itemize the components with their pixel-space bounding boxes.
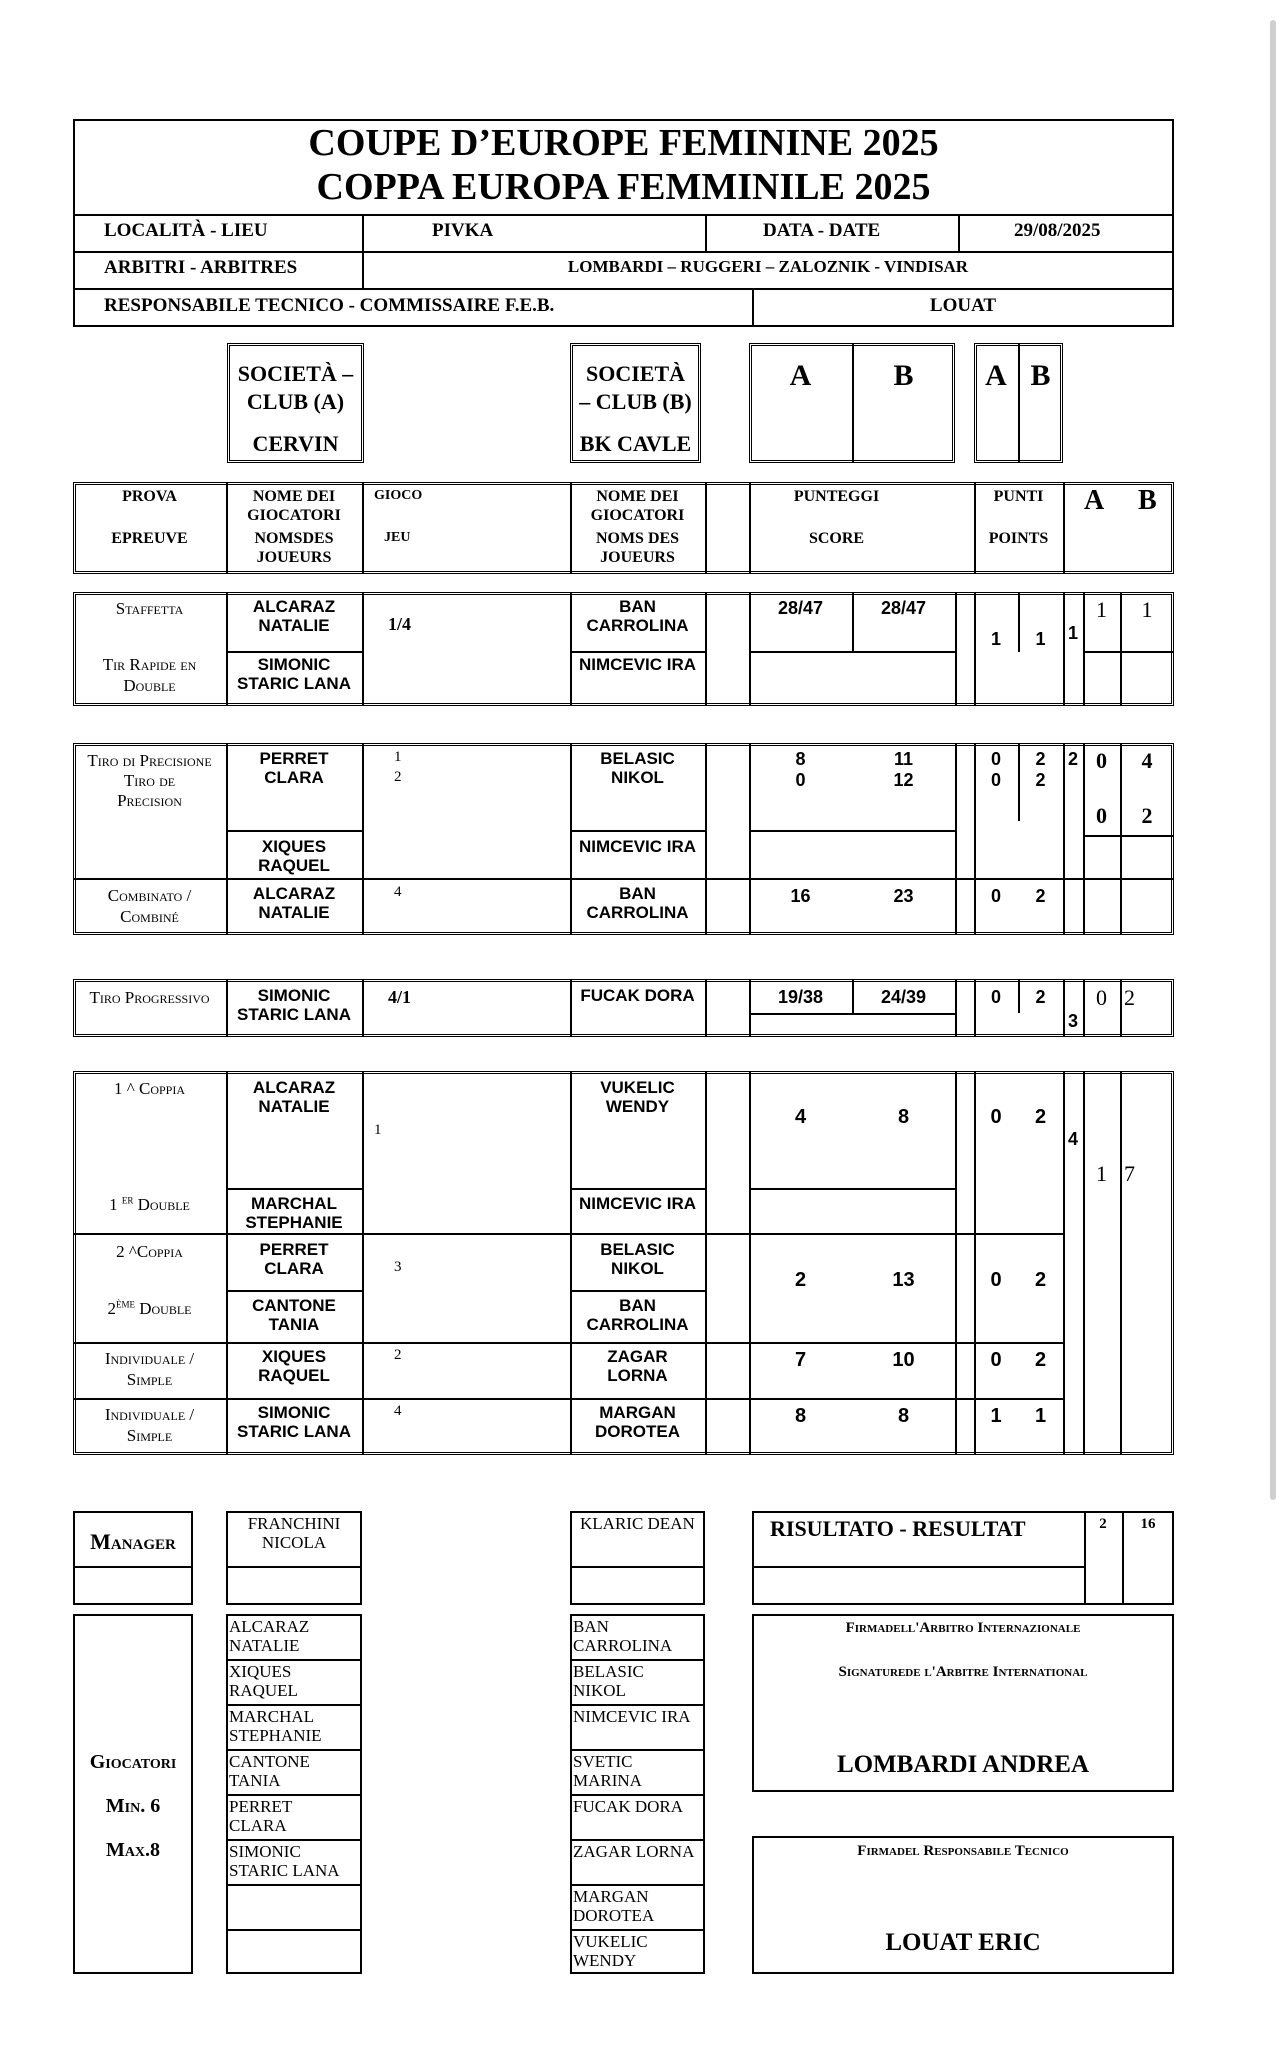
giocatori-max: Max.8 bbox=[105, 1839, 161, 1861]
player-a-5-line1: SIMONIC bbox=[229, 1842, 301, 1861]
staffetta-score-a: 28/47 bbox=[777, 598, 824, 618]
club-a-name: CERVIN bbox=[252, 431, 339, 456]
progressivo-score-a: 19/38 bbox=[777, 987, 824, 1007]
col-score: SCORE bbox=[808, 530, 865, 547]
precisione-b2: NIMCEVIC IRA bbox=[578, 837, 697, 856]
coppia1-b1-line2: WENDY bbox=[605, 1097, 670, 1116]
staffetta-pts-a: 1 bbox=[990, 629, 1001, 649]
club-col-b: B bbox=[893, 359, 914, 392]
precisione-pts-b-2: 2 bbox=[1035, 770, 1046, 790]
title-it: COPPA EUROPA FEMMINILE 2025 bbox=[316, 166, 931, 208]
coppia1-a1-line2: NATALIE bbox=[258, 1097, 330, 1116]
individuale2-pts-b: 1 bbox=[1034, 1405, 1047, 1427]
precisione-tot-b-2: 2 bbox=[1141, 803, 1153, 828]
club-pts-a: A bbox=[985, 359, 1007, 392]
staffetta-tot-b: 1 bbox=[1141, 597, 1153, 622]
coppia1-a1-line1: ALCARAZ bbox=[252, 1078, 336, 1097]
coppia1-tot-b: 7 bbox=[1124, 1161, 1135, 1186]
manager-label: Manager bbox=[90, 1529, 176, 1554]
coppia1-label-1: 1 ^ Coppia bbox=[114, 1079, 185, 1098]
giocatori-min: Min. 6 bbox=[105, 1795, 161, 1817]
coppia1-b1-line1: VUKELIC bbox=[600, 1078, 675, 1097]
player-b-3-line1: SVETIC bbox=[573, 1752, 633, 1771]
player-b-6-line2: DOROTEA bbox=[573, 1906, 655, 1925]
coppia2-a2-line2: TANIA bbox=[268, 1315, 320, 1334]
coppia2-a1-line1: PERRET bbox=[259, 1240, 329, 1259]
coppia2-pts-b: 2 bbox=[1034, 1269, 1047, 1291]
combinato-label-1: Combinato / bbox=[107, 886, 192, 905]
individuale1-label-2: Simple bbox=[126, 1370, 173, 1389]
player-b-7-line2: WENDY bbox=[573, 1951, 637, 1970]
result-label: RISULTATO - RESULTAT bbox=[770, 1516, 1026, 1541]
combinato-pts-a: 0 bbox=[990, 886, 1001, 906]
progressivo-gioco: 4/1 bbox=[388, 987, 412, 1007]
coppia2-score-a: 2 bbox=[794, 1269, 807, 1291]
grid-line bbox=[570, 1884, 705, 1886]
precisione-gioco-2: 2 bbox=[394, 769, 402, 785]
col-punteggi: PUNTEGGI bbox=[793, 488, 880, 505]
individuale1-score-a: 7 bbox=[794, 1349, 807, 1371]
col-bnome-2: GIOCATORI bbox=[590, 507, 685, 524]
coppia1-a2-line2: STEPHANIE bbox=[245, 1213, 343, 1232]
precisione-tot-a-1: 0 bbox=[1096, 748, 1107, 773]
precisione-a1-line2: CLARA bbox=[264, 768, 324, 787]
grid-line bbox=[570, 1749, 705, 1751]
grid-line bbox=[226, 1749, 362, 1751]
individuale2-b-line2: DOROTEA bbox=[595, 1422, 680, 1441]
individuale1-label-1: Individuale / bbox=[104, 1349, 195, 1368]
date-value: 29/08/2025 bbox=[1014, 220, 1101, 241]
giocatori-label: Giocatori bbox=[89, 1751, 177, 1773]
precisione-side: 2 bbox=[1067, 749, 1078, 769]
club-a-label-2: CLUB (A) bbox=[246, 389, 345, 414]
result-a: 2 bbox=[1099, 1516, 1107, 1532]
precisione-tot-b-1: 4 bbox=[1141, 748, 1153, 773]
club-col-a: A bbox=[789, 359, 812, 392]
col-nome-1: NOME DEI bbox=[252, 488, 336, 505]
coppia1-pts-a: 0 bbox=[990, 1106, 1002, 1128]
precisione-score-a-1: 8 bbox=[795, 749, 806, 769]
player-b-6-line1: MARGAN bbox=[573, 1887, 649, 1906]
individuale1-pts-b: 2 bbox=[1034, 1349, 1047, 1371]
coppia1-tot-a: 1 bbox=[1096, 1161, 1107, 1186]
manager-a-line1: FRANCHINI bbox=[247, 1514, 341, 1533]
col-jeu: JEU bbox=[384, 530, 411, 545]
staffetta-pts-b: 1 bbox=[1035, 629, 1046, 649]
result-b: 16 bbox=[1140, 1516, 1156, 1532]
staffetta-label-3: Double bbox=[123, 676, 176, 695]
grid-line bbox=[226, 1929, 362, 1931]
col-tot-b: B bbox=[1138, 485, 1157, 516]
col-gioco: GIOCO bbox=[374, 488, 423, 503]
sig-resp-line1: Firmadel Responsabile Tecnico bbox=[857, 1843, 1069, 1859]
sig-arbitro-name: LOMBARDI ANDREA bbox=[836, 1751, 1090, 1778]
coppia1-label-2: 1 $^{ER}$ Double bbox=[109, 1195, 190, 1214]
combinato-pts-b: 2 bbox=[1035, 886, 1046, 906]
player-b-5-line1: ZAGAR LORNA bbox=[573, 1842, 695, 1861]
col-noms-2: JOUEURS bbox=[256, 549, 332, 566]
player-a-5-line2: STARIC LANA bbox=[229, 1861, 340, 1880]
combinato-b-line2: CARROLINA bbox=[586, 903, 689, 922]
individuale2-label-1: Individuale / bbox=[104, 1405, 195, 1424]
col-punti: PUNTI bbox=[993, 488, 1044, 505]
coppia2-b1-line1: BELASIC bbox=[600, 1240, 675, 1259]
coppia2-a2-line1: CANTONE bbox=[252, 1296, 336, 1315]
player-a-2-line2: STEPHANIE bbox=[229, 1726, 322, 1745]
individuale2-score-b: 8 bbox=[897, 1405, 910, 1427]
progressivo-side: 3 bbox=[1067, 1011, 1078, 1031]
individuale2-label-2: Simple bbox=[126, 1426, 173, 1445]
coppia1-pts-b: 2 bbox=[1034, 1106, 1047, 1128]
player-b-4-line1: FUCAK DORA bbox=[573, 1797, 684, 1816]
individuale1-score-b: 10 bbox=[892, 1349, 915, 1371]
date-label: DATA - DATE bbox=[763, 220, 881, 241]
col-bnome-1: NOME DEI bbox=[596, 488, 679, 505]
arbitri-value: LOMBARDI – RUGGERI – ZALOZNIK - VINDISAR bbox=[567, 257, 969, 276]
precisione-a2-line1: XIQUES bbox=[261, 837, 327, 856]
individuale1-pts-a: 0 bbox=[990, 1349, 1002, 1371]
coppia2-b1-line2: NIKOL bbox=[611, 1259, 664, 1278]
precisione-score-b-1: 11 bbox=[893, 749, 914, 769]
individuale2-pts-a: 1 bbox=[990, 1405, 1002, 1427]
coppia2-gioco: 3 bbox=[394, 1259, 402, 1275]
club-b-label-2: – CLUB (B) bbox=[579, 389, 692, 414]
combinato-gioco: 4 bbox=[394, 884, 402, 900]
staffetta-a2-line2: STARIC LANA bbox=[237, 674, 351, 693]
individuale1-a-line2: RAQUEL bbox=[258, 1366, 330, 1385]
col-epreuve: EPREUVE bbox=[111, 530, 188, 547]
grid-line bbox=[226, 1884, 362, 1886]
coppia2-b2-line1: BAN bbox=[619, 1296, 656, 1315]
coppia1-side: 4 bbox=[1067, 1129, 1078, 1149]
progressivo-a-line2: STARIC LANA bbox=[237, 1005, 351, 1024]
club-pts-b: B bbox=[1030, 359, 1051, 392]
progressivo-tot-a: 0 bbox=[1096, 985, 1107, 1010]
col-noms-1: NOMSDES bbox=[254, 530, 334, 547]
player-a-0-line1: ALCARAZ bbox=[229, 1617, 310, 1636]
col-bnoms-2: JOUEURS bbox=[600, 549, 675, 566]
progressivo-b: FUCAK DORA bbox=[580, 986, 695, 1005]
progressivo-a-line1: SIMONIC bbox=[257, 986, 331, 1005]
precisione-score-b-2: 12 bbox=[893, 770, 914, 790]
coppia1-score-b: 8 bbox=[897, 1106, 910, 1128]
player-b-2-line1: NIMCEVIC IRA bbox=[573, 1707, 691, 1726]
player-a-3-line1: CANTONE bbox=[229, 1752, 310, 1771]
grid-line bbox=[570, 1659, 705, 1661]
coppia2-score-b: 13 bbox=[892, 1269, 915, 1291]
resp-label: RESPONSABILE TECNICO - COMMISSAIRE F.E.B. bbox=[104, 295, 555, 316]
precisione-score-a-2: 0 bbox=[795, 770, 806, 790]
player-b-0-line1: BAN bbox=[573, 1617, 609, 1636]
manager-a-line2: NICOLA bbox=[261, 1533, 327, 1552]
arbitri-label: ARBITRI - ARBITRES bbox=[104, 257, 298, 278]
player-a-4-line1: PERRET bbox=[229, 1797, 293, 1816]
progressivo-score-b: 24/39 bbox=[880, 987, 927, 1007]
staffetta-tot-a: 1 bbox=[1096, 597, 1107, 622]
coppia2-a1-line2: CLARA bbox=[264, 1259, 324, 1278]
precisione-pts-a-1: 0 bbox=[990, 749, 1001, 769]
coppia1-score-a: 4 bbox=[794, 1106, 807, 1128]
progressivo-tot-b: 2 bbox=[1124, 985, 1135, 1010]
individuale2-a-line1: SIMONIC bbox=[257, 1403, 331, 1422]
coppia2-b2-line2: CARROLINA bbox=[586, 1315, 689, 1334]
manager-b: KLARIC DEAN bbox=[580, 1514, 695, 1533]
col-tot-a: A bbox=[1084, 485, 1105, 516]
individuale2-score-a: 8 bbox=[794, 1405, 807, 1427]
coppia2-label-2: 2ÈME Double bbox=[107, 1299, 192, 1318]
player-b-7-line1: VUKELIC bbox=[573, 1932, 648, 1951]
precisione-label-3: Precision bbox=[117, 791, 182, 810]
staffetta-score-b: 28/47 bbox=[880, 598, 927, 618]
combinato-score-b: 23 bbox=[893, 886, 914, 906]
precisione-gioco-1: 1 bbox=[394, 749, 402, 765]
grid-line bbox=[226, 1704, 362, 1706]
col-points: POINTS bbox=[988, 530, 1049, 547]
combinato-label-2: Combiné bbox=[120, 907, 179, 926]
resp-value: LOUAT bbox=[929, 295, 997, 316]
progressivo-pts-b: 2 bbox=[1035, 987, 1046, 1007]
individuale2-gioco: 4 bbox=[394, 1403, 402, 1419]
individuale1-a-line1: XIQUES bbox=[261, 1347, 327, 1366]
combinato-score-a: 16 bbox=[790, 886, 811, 906]
staffetta-a2-line1: SIMONIC bbox=[257, 655, 331, 674]
precisione-tot-a-2: 0 bbox=[1096, 803, 1107, 828]
grid-line bbox=[226, 1839, 362, 1841]
lieu-label: LOCALITÀ - LIEU bbox=[104, 220, 268, 241]
club-b-label-1: SOCIETÀ bbox=[585, 361, 686, 386]
club-a-label-1: SOCIETÀ – bbox=[237, 361, 354, 386]
scrollbar[interactable] bbox=[1270, 20, 1276, 1500]
staffetta-b1-line2: CARROLINA bbox=[586, 616, 689, 635]
precisione-a2-line2: RAQUEL bbox=[258, 856, 330, 875]
coppia1-gioco: 1 bbox=[374, 1122, 382, 1138]
player-a-4-line2: CLARA bbox=[229, 1816, 287, 1835]
progressivo-pts-a: 0 bbox=[990, 987, 1001, 1007]
coppia1-a2-line1: MARCHAL bbox=[251, 1194, 337, 1213]
individuale1-gioco: 2 bbox=[394, 1347, 402, 1363]
club-b-name: BK CAVLE bbox=[579, 431, 692, 456]
title-fr: COUPE D’EUROPE FEMININE 2025 bbox=[308, 122, 939, 164]
staffetta-label-1: Staffetta bbox=[115, 599, 184, 618]
sig-arbitro-line1: Firmadell'Arbitro Internazionale bbox=[845, 1620, 1081, 1636]
player-b-3-line2: MARINA bbox=[573, 1771, 642, 1790]
precisione-pts-a-2: 0 bbox=[990, 770, 1001, 790]
coppia1-b2: NIMCEVIC IRA bbox=[578, 1194, 697, 1213]
sig-resp-name: LOUAT ERIC bbox=[885, 1929, 1041, 1956]
individuale1-b-line1: ZAGAR bbox=[607, 1347, 668, 1366]
grid-line bbox=[226, 1794, 362, 1796]
player-a-2-line1: MARCHAL bbox=[229, 1707, 315, 1726]
grid-line bbox=[226, 1659, 362, 1661]
precisione-label-2: Tiro de bbox=[123, 771, 176, 790]
col-bnoms-1: NOMS DES bbox=[595, 530, 680, 547]
col-nome-2: GIOCATORI bbox=[247, 507, 341, 524]
player-b-1-line1: BELASIC bbox=[573, 1662, 644, 1681]
precisione-pts-b-1: 2 bbox=[1035, 749, 1046, 769]
sig-arbitro-line2: Signaturede l'Arbitre International bbox=[838, 1664, 1088, 1680]
player-b-1-line2: NIKOL bbox=[573, 1681, 626, 1700]
individuale2-a-line2: STARIC LANA bbox=[237, 1422, 351, 1441]
staffetta-a1-line1: ALCARAZ bbox=[252, 597, 336, 616]
grid-line bbox=[570, 1794, 705, 1796]
coppia2-pts-a: 0 bbox=[990, 1269, 1002, 1291]
individuale1-b-line2: LORNA bbox=[607, 1366, 668, 1385]
staffetta-a1-line2: NATALIE bbox=[258, 616, 330, 635]
player-a-3-line2: TANIA bbox=[229, 1771, 281, 1790]
staffetta-gioco: 1/4 bbox=[388, 614, 412, 634]
player-a-1-line1: XIQUES bbox=[229, 1662, 292, 1681]
grid-line bbox=[570, 1929, 705, 1931]
staffetta-b1-line1: BAN bbox=[619, 597, 656, 616]
staffetta-label-2: Tir Rapide en bbox=[102, 655, 197, 674]
staffetta-b2: NIMCEVIC IRA bbox=[578, 655, 697, 674]
coppia2-label-1: 2 ^Coppia bbox=[116, 1242, 183, 1261]
player-a-0-line2: NATALIE bbox=[229, 1636, 300, 1655]
grid-line bbox=[570, 1704, 705, 1706]
precisione-b1-line2: NIKOL bbox=[611, 768, 664, 787]
grid-line bbox=[570, 1839, 705, 1841]
lieu-value: PIVKA bbox=[432, 220, 494, 241]
precisione-b1-line1: BELASIC bbox=[600, 749, 675, 768]
col-prova: PROVA bbox=[122, 488, 177, 505]
combinato-a-line2: NATALIE bbox=[258, 903, 330, 922]
player-b-0-line2: CARROLINA bbox=[573, 1636, 673, 1655]
staffetta-side: 1 bbox=[1067, 623, 1078, 643]
individuale2-b-line1: MARGAN bbox=[599, 1403, 676, 1422]
combinato-b-line1: BAN bbox=[619, 884, 656, 903]
player-a-1-line2: RAQUEL bbox=[229, 1681, 298, 1700]
precisione-label-1: Tiro di Precisione bbox=[87, 751, 212, 770]
combinato-a-line1: ALCARAZ bbox=[252, 884, 336, 903]
precisione-a1-line1: PERRET bbox=[259, 749, 329, 768]
progressivo-label: Tiro Progressivo bbox=[89, 988, 210, 1007]
